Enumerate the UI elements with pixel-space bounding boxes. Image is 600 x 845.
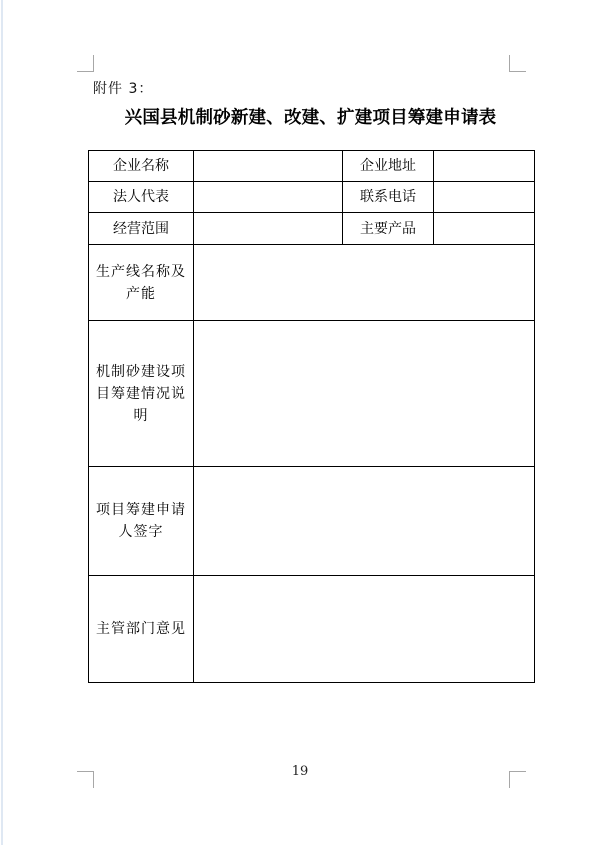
authority-opinion-label: 主管部门意见 [89, 576, 194, 683]
table-row [89, 321, 535, 467]
table-row [89, 576, 535, 683]
main-products-label: 主要产品 [343, 213, 434, 245]
company-address-label: 企业地址 [343, 151, 434, 182]
page-left-rule [1, 0, 3, 845]
applicant-signature-field[interactable] [194, 467, 535, 576]
main-products-field[interactable] [434, 213, 535, 245]
authority-opinion-field[interactable] [194, 576, 535, 683]
legal-rep-field[interactable] [194, 182, 343, 213]
company-name-label: 企业名称 [89, 151, 194, 182]
applicant-signature-label: 项目筹建申请人签字 [89, 467, 194, 576]
table-row [89, 245, 535, 321]
attachment-label: 附件 3： [93, 81, 154, 97]
legal-rep-label: 法人代表 [89, 182, 194, 213]
form-title: 兴国县机制砂新建、改建、扩建项目筹建申请表 [124, 108, 497, 128]
business-scope-field[interactable] [194, 213, 343, 245]
table-row [89, 213, 535, 245]
table-row [89, 182, 535, 213]
production-line-field[interactable] [194, 245, 535, 321]
business-scope-label: 经营范围 [89, 213, 194, 245]
crop-mark-top-left [77, 55, 94, 72]
page-number: 19 [291, 764, 309, 779]
company-address-field[interactable] [434, 151, 535, 182]
crop-mark-top-right [509, 55, 526, 72]
table-row [89, 151, 535, 182]
project-description-field[interactable] [194, 321, 535, 467]
application-form-table [88, 150, 535, 683]
phone-label: 联系电话 [343, 182, 434, 213]
project-description-label: 机制砂建设项目筹建情况说明 [89, 321, 194, 467]
table-row [89, 467, 535, 576]
production-line-label: 生产线名称及产能 [89, 245, 194, 321]
company-name-field[interactable] [194, 151, 343, 182]
phone-field[interactable] [434, 182, 535, 213]
